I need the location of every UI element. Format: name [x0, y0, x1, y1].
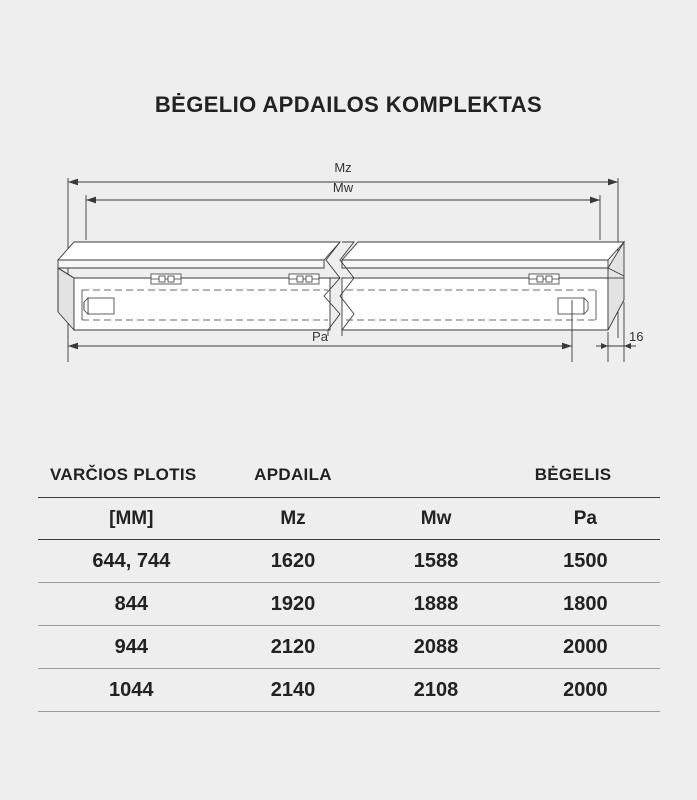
cell-mw: 2088 [361, 626, 510, 669]
cell-mw: 2108 [361, 669, 510, 712]
dim-label-thickness: 16 [629, 329, 644, 344]
cell-pa: 1500 [511, 540, 660, 583]
cell-mw: 1588 [361, 540, 510, 583]
cell-width: 844 [38, 583, 225, 626]
unit-mm: [MM] [38, 498, 225, 540]
cell-mz: 1920 [225, 583, 362, 626]
rail-trim-assembly-svg [40, 150, 660, 400]
dim-label-pa: Pa [312, 329, 328, 344]
cell-mz: 2120 [225, 626, 362, 669]
unit-mz: Mz [225, 498, 362, 540]
table-row [38, 669, 660, 712]
table-row [38, 626, 660, 669]
cell-pa: 2000 [511, 626, 660, 669]
page-title: BĖGELIO APDAILOS KOMPLEKTAS [154, 92, 543, 117]
cell-width: 644, 744 [38, 540, 225, 583]
cell-mz: 2140 [225, 669, 362, 712]
cell-mz: 1620 [225, 540, 362, 583]
unit-mw: Mw [361, 498, 510, 540]
cell-width: 1044 [38, 669, 225, 712]
cell-pa: 2000 [511, 669, 660, 712]
header-apdaila: APDAILA [225, 455, 362, 498]
table-header-row [38, 455, 660, 498]
table-row [38, 583, 660, 626]
cell-mw: 1888 [361, 583, 510, 626]
header-begelis: BĖGELIS [511, 455, 660, 498]
cell-width: 944 [38, 626, 225, 669]
header-spacer [361, 455, 510, 498]
unit-pa: Pa [511, 498, 660, 540]
table-head [38, 455, 660, 498]
table-body [38, 498, 660, 712]
dim-label-mz: Mz [334, 160, 352, 175]
table-units-row [38, 498, 660, 540]
table-row [38, 540, 660, 583]
dim-label-mw: Mw [332, 180, 354, 195]
header-varcios-plotis: VARČIOS PLOTIS [38, 455, 225, 498]
technical-drawing [40, 150, 660, 400]
specification-table [38, 455, 660, 712]
cell-pa: 1800 [511, 583, 660, 626]
